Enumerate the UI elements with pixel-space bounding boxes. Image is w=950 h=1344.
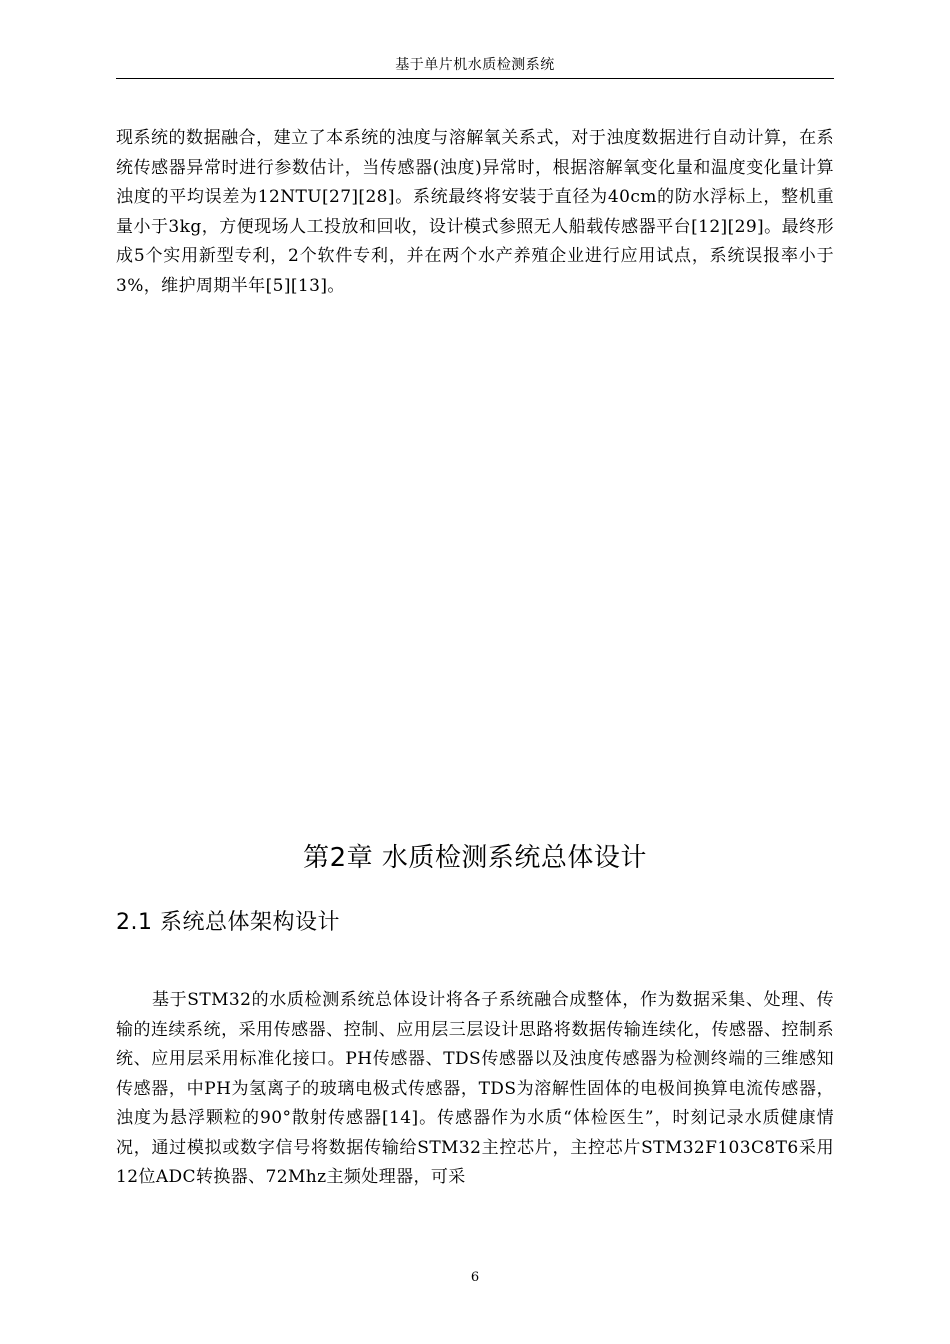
chapter-title: 第2章 水质检测系统总体设计 xyxy=(303,843,647,873)
header-title: 基于单片机水质检测系统 xyxy=(395,57,555,73)
body-paragraph-1: 现系统的数据融合，建立了本系统的浊度与溶解氧关系式，对于浊度数据进行自动计算，在系统传感器异常时进行参数估计，当传感器(浊度)异常时，根据溶解氧变化量和温度变化量计算浊度的平均误差为12NTU[27][28]。系统最终将安装于直径为40cm的防水浮标上，整机重量小于3kg，方便现场人工投放和回收，设计模式参照无人船载传感器平台[12][29]。最终形成5个实用新型专利，2个软件专利，并在两个水产养殖企业进行应用试点，系统误报率小于3%，维护周期半年[5][13]。 xyxy=(116,128,834,296)
body-paragraph-2: 基于STM32的水质检测系统总体设计将各子系统融合成整体，作为数据采集、处理、传输的连续系统，采用传感器、控制、应用层三层设计思路将数据传输连续化，传感器、控制系统、应用层采用标准化接口。PH传感器、TDS传感器以及浊度传感器为检测终端的三维感知传感器，中PH为氢离子的玻璃电极式传感器，TDS为溶解性固体的电极间换算电流传感器，浊度为悬浮颗粒的90°散射传感器[14]。传感器作为水质“体检医生”，时刻记录水质健康情况，通过模拟或数字信号将数据传输给STM32主控芯片，主控芯片STM32F103C8T6采用12位ADC转换器、72Mhz主频处理器，可采 xyxy=(116,990,834,1187)
page-header xyxy=(116,54,834,79)
section-title: 2.1 系统总体架构设计 xyxy=(116,910,340,935)
page-number: 6 xyxy=(470,1270,480,1285)
